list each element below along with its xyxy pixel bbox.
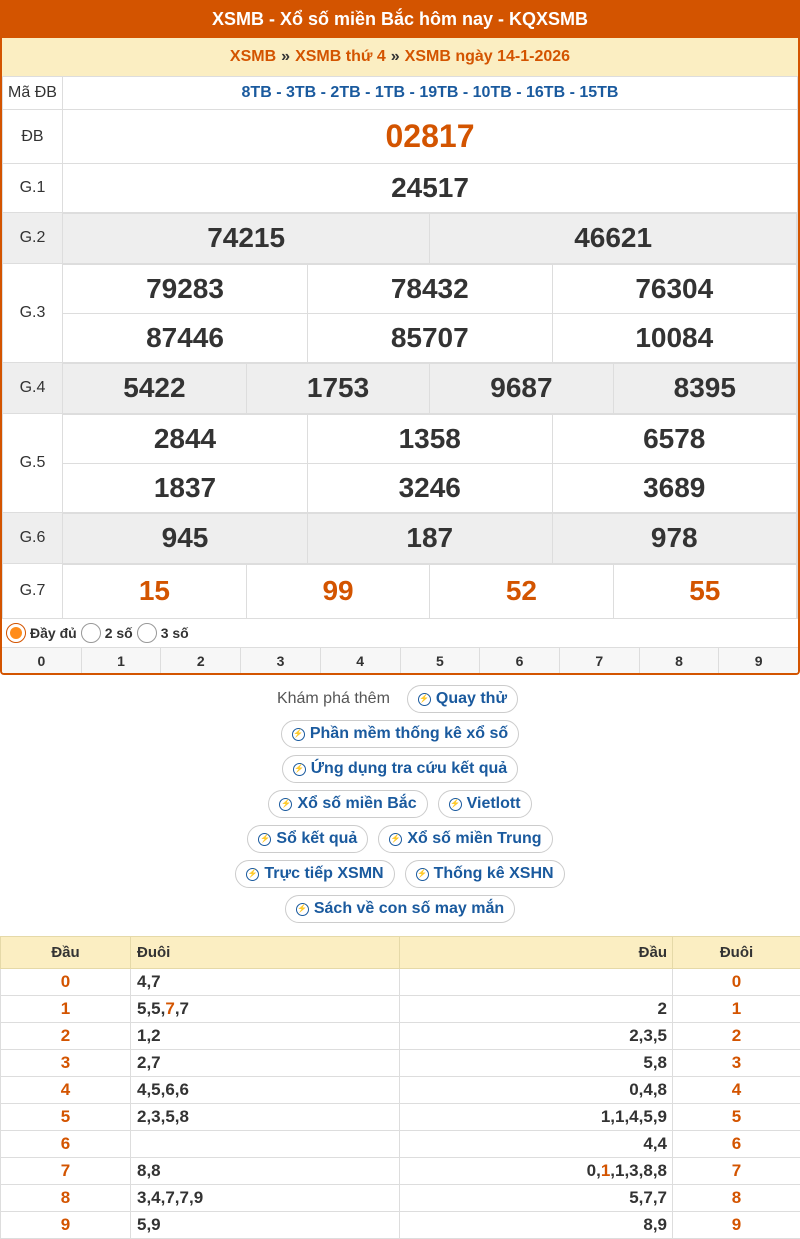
prize-label-db: ĐB — [3, 110, 63, 164]
prize-g3-number: 76304 — [635, 273, 713, 304]
prize-g5-number: 3246 — [399, 472, 461, 503]
option-two-digits[interactable] — [81, 623, 133, 643]
prize-label-g1: G.1 — [3, 164, 63, 213]
bolt-icon: ⚡ — [279, 798, 292, 811]
loto-duoi-values — [131, 969, 400, 996]
link-label: Sách về con số may mắn — [314, 900, 504, 918]
prize-g7-number: 99 — [322, 575, 353, 606]
loto-duoi-digit: 8 — [673, 1185, 800, 1212]
loto-value: ,7 — [175, 999, 189, 1018]
prize-g3-number: 87446 — [146, 322, 224, 353]
prize-g5-number: 3689 — [643, 472, 705, 503]
bolt-icon: ⚡ — [293, 763, 306, 776]
loto-value: 1,1,4,5,9 — [601, 1107, 667, 1126]
loto-row — [1, 1212, 800, 1239]
digit-filter-0[interactable]: 0 — [2, 648, 81, 673]
bolt-icon: ⚡ — [418, 693, 431, 706]
loto-duoi-digit: 1 — [673, 996, 800, 1023]
bolt-icon: ⚡ — [296, 903, 309, 916]
loto-row — [1, 1131, 800, 1158]
prize-g1-number: 24517 — [391, 172, 469, 203]
loto-dau-values — [400, 1023, 673, 1050]
link-so-ket-qua[interactable] — [247, 825, 368, 853]
option-three-digits[interactable] — [137, 623, 189, 643]
loto-duoi-values — [131, 1050, 400, 1077]
digit-filter-row — [2, 647, 798, 673]
prize-g6-number: 978 — [651, 522, 698, 553]
link-label: Xổ số miền Bắc — [297, 795, 416, 813]
link-label: Thống kê XSHN — [434, 865, 554, 883]
bolt-icon: ⚡ — [416, 868, 429, 881]
madb-label: Mã ĐB — [3, 77, 63, 110]
loto-dau-digit: 5 — [1, 1104, 131, 1131]
link-label: Phần mềm thống kê xổ số — [310, 725, 508, 743]
prize-label-g3: G.3 — [3, 263, 63, 363]
prize-g5-number: 6578 — [643, 423, 705, 454]
loto-value: 7 — [165, 999, 174, 1018]
loto-value: 0, — [587, 1161, 601, 1180]
loto-row — [1, 969, 800, 996]
loto-dau-values — [400, 1158, 673, 1185]
breadcrumb-separator: » — [391, 48, 400, 66]
link-sach[interactable] — [285, 895, 515, 923]
loto-dau-values — [400, 996, 673, 1023]
digit-filter-7[interactable]: 7 — [559, 648, 639, 673]
bolt-icon: ⚡ — [258, 833, 271, 846]
digit-filter-9[interactable]: 9 — [718, 648, 798, 673]
prize-g7-number: 15 — [139, 575, 170, 606]
loto-value: 0,4,8 — [629, 1080, 667, 1099]
link-vietlott[interactable] — [438, 790, 532, 818]
loto-value: 8,9 — [643, 1215, 667, 1234]
display-options — [2, 619, 798, 647]
loto-duoi-digit: 0 — [673, 969, 800, 996]
prize-g4-number: 1753 — [307, 372, 369, 403]
prize-g4-number: 5422 — [123, 372, 185, 403]
loto-duoi-values — [131, 996, 400, 1023]
link-label: Xổ số miền Trung — [407, 830, 541, 848]
option-full[interactable] — [6, 623, 77, 643]
digit-filter-2[interactable]: 2 — [160, 648, 240, 673]
loto-duoi-digit: 6 — [673, 1131, 800, 1158]
madb-codes: 8TB - 3TB - 2TB - 1TB - 19TB - 10TB - 16TB - 15TB — [63, 77, 798, 110]
prize-label-g2: G.2 — [3, 213, 63, 264]
digit-filter-3[interactable]: 3 — [240, 648, 320, 673]
loto-header-duoi: Đuôi — [131, 937, 400, 969]
digit-filter-4[interactable]: 4 — [320, 648, 400, 673]
loto-value: 5,9 — [137, 1215, 161, 1234]
prize-g3-number: 85707 — [391, 322, 469, 353]
digit-filter-8[interactable]: 8 — [639, 648, 719, 673]
prize-g6-number: 945 — [162, 522, 209, 553]
link-xsmt[interactable] — [378, 825, 552, 853]
loto-duoi-values — [131, 1077, 400, 1104]
loto-row — [1, 1185, 800, 1212]
loto-table — [0, 936, 800, 1239]
loto-value: 4,7 — [137, 972, 161, 991]
prize-g5-number: 2844 — [154, 423, 216, 454]
loto-dau-values — [400, 1131, 673, 1158]
prize-g3-number: 10084 — [635, 322, 713, 353]
loto-value: 2 — [658, 999, 667, 1018]
prize-g2-number: 46621 — [574, 222, 652, 253]
radio-full[interactable] — [6, 623, 26, 643]
page-title: XSMB - Xổ số miền Bắc hôm nay - KQXSMB — [2, 0, 798, 38]
loto-dau-digit: 6 — [1, 1131, 131, 1158]
loto-value: 5,8 — [643, 1053, 667, 1072]
bolt-icon: ⚡ — [389, 833, 402, 846]
breadcrumb-date[interactable]: XSMB ngày 14-1-2026 — [405, 48, 570, 66]
explore-section — [0, 675, 800, 930]
prize-g4-number: 8395 — [674, 372, 736, 403]
link-label: Trực tiếp XSMN — [264, 865, 383, 883]
prize-label-g7: G.7 — [3, 563, 63, 619]
prize-g5-number: 1358 — [399, 423, 461, 454]
loto-value: 2,3,5 — [629, 1026, 667, 1045]
loto-dau-values — [400, 1185, 673, 1212]
loto-dau-digit: 8 — [1, 1185, 131, 1212]
loto-header-dau: Đầu — [1, 937, 131, 969]
loto-dau-digit: 2 — [1, 1023, 131, 1050]
prize-label-g6: G.6 — [3, 513, 63, 564]
loto-duoi-values — [131, 1104, 400, 1131]
digit-filter-5[interactable]: 5 — [400, 648, 480, 673]
radio-two-digits[interactable] — [81, 623, 101, 643]
loto-dau-values — [400, 1077, 673, 1104]
loto-value: 4,5,6,6 — [137, 1080, 189, 1099]
loto-value: 3,4,7,7,9 — [137, 1188, 203, 1207]
digit-filter-6[interactable]: 6 — [479, 648, 559, 673]
loto-header-dau-right: Đầu — [400, 937, 673, 969]
loto-duoi-digit: 3 — [673, 1050, 800, 1077]
loto-row — [1, 1077, 800, 1104]
loto-value: 1 — [601, 1161, 610, 1180]
prize-label-g5: G.5 — [3, 413, 63, 513]
link-label: Ứng dụng tra cứu kết quả — [311, 760, 507, 778]
link-ung-dung[interactable] — [282, 755, 518, 783]
breadcrumb-separator: » — [281, 48, 290, 66]
link-truc-tiep-xsmn[interactable] — [235, 860, 394, 888]
loto-dau-digit: 3 — [1, 1050, 131, 1077]
link-xsmb[interactable] — [268, 790, 427, 818]
link-label: Vietlott — [467, 795, 521, 813]
loto-value: 5,5, — [137, 999, 165, 1018]
bolt-icon: ⚡ — [449, 798, 462, 811]
loto-dau-values — [400, 1104, 673, 1131]
loto-duoi-digit: 7 — [673, 1158, 800, 1185]
link-label: Quay thử — [436, 690, 507, 708]
prize-g7-number: 55 — [689, 575, 720, 606]
prize-g7-number: 52 — [506, 575, 537, 606]
loto-duoi-digit: 5 — [673, 1104, 800, 1131]
loto-dau-digit: 1 — [1, 996, 131, 1023]
loto-row — [1, 1158, 800, 1185]
loto-duoi-digit: 9 — [673, 1212, 800, 1239]
loto-value: 8,8 — [137, 1161, 161, 1180]
loto-value: 1,2 — [137, 1026, 161, 1045]
loto-value: 2,3,5,8 — [137, 1107, 189, 1126]
loto-duoi-digit: 4 — [673, 1077, 800, 1104]
loto-dau-values — [400, 1212, 673, 1239]
prize-g3-number: 79283 — [146, 273, 224, 304]
loto-row — [1, 1050, 800, 1077]
loto-duoi-values — [131, 1158, 400, 1185]
link-phan-mem[interactable] — [281, 720, 519, 748]
loto-dau-digit: 7 — [1, 1158, 131, 1185]
loto-dau-values — [400, 1050, 673, 1077]
link-quay-thu[interactable] — [407, 685, 518, 713]
loto-row — [1, 1023, 800, 1050]
loto-row — [1, 996, 800, 1023]
loto-duoi-values — [131, 1212, 400, 1239]
option-full-label: Đầy đủ — [30, 625, 77, 641]
breadcrumb-xsmb[interactable]: XSMB — [230, 48, 276, 66]
loto-dau-digit: 0 — [1, 969, 131, 996]
link-label: Sổ kết quả — [276, 830, 357, 848]
breadcrumb-weekday[interactable]: XSMB thứ 4 — [295, 48, 386, 66]
prize-g4-number: 9687 — [490, 372, 552, 403]
loto-duoi-values — [131, 1023, 400, 1050]
loto-dau-digit: 9 — [1, 1212, 131, 1239]
loto-duoi-values — [131, 1131, 400, 1158]
bolt-icon: ⚡ — [246, 868, 259, 881]
option-two-label: 2 số — [105, 625, 133, 641]
digit-filter-1[interactable]: 1 — [81, 648, 161, 673]
prize-table — [2, 76, 798, 619]
prize-g2-number: 74215 — [207, 222, 285, 253]
option-three-label: 3 số — [161, 625, 189, 641]
prize-db-number: 02817 — [386, 118, 475, 154]
bolt-icon: ⚡ — [292, 728, 305, 741]
prize-g3-number: 78432 — [391, 273, 469, 304]
loto-row — [1, 1104, 800, 1131]
loto-duoi-values — [131, 1185, 400, 1212]
loto-duoi-digit: 2 — [673, 1023, 800, 1050]
prize-g6-number: 187 — [406, 522, 453, 553]
prize-label-g4: G.4 — [3, 363, 63, 414]
radio-three-digits[interactable] — [137, 623, 157, 643]
loto-value: ,1,3,8,8 — [610, 1161, 667, 1180]
prize-g5-number: 1837 — [154, 472, 216, 503]
loto-dau-values — [400, 969, 673, 996]
link-thong-ke-xshn[interactable] — [405, 860, 565, 888]
breadcrumb — [2, 38, 798, 76]
loto-value: 2,7 — [137, 1053, 161, 1072]
explore-label: Khám phá thêm — [277, 690, 390, 708]
loto-value: 5,7,7 — [629, 1188, 667, 1207]
loto-value: 4,4 — [643, 1134, 667, 1153]
loto-dau-digit: 4 — [1, 1077, 131, 1104]
loto-header-duoi-right: Đuôi — [673, 937, 800, 969]
